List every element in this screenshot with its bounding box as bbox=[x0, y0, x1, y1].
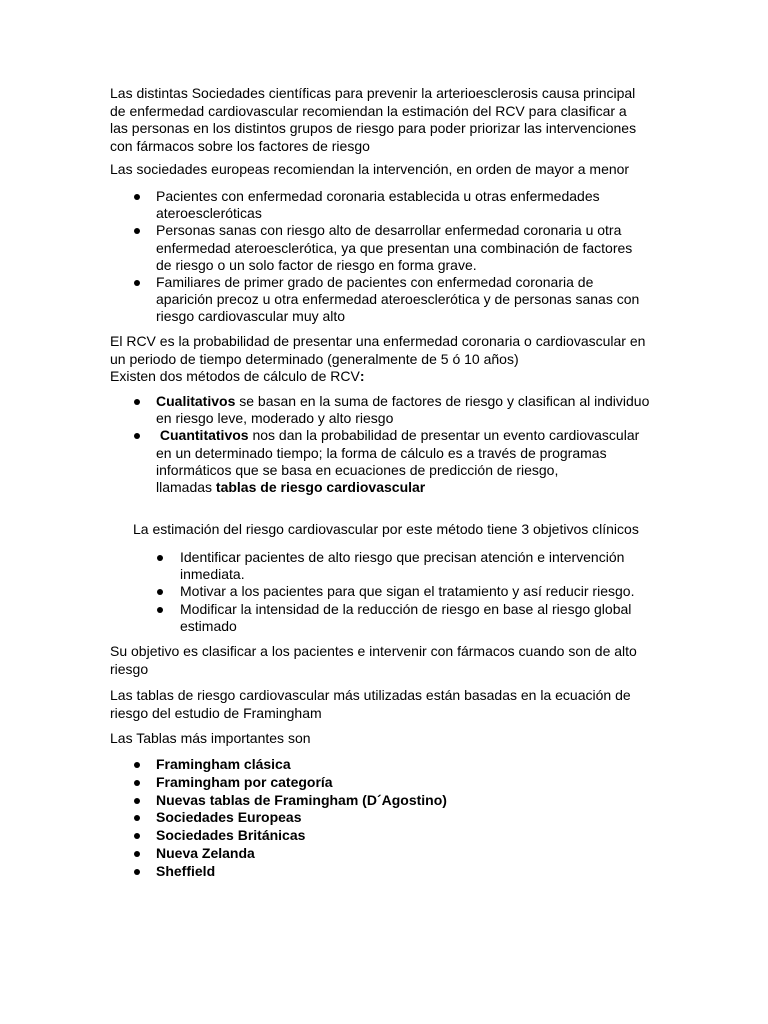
bullet-icon bbox=[134, 433, 140, 439]
list-item: Identificar pacientes de alto riesgo que precisan atención e intervención inmediata. bbox=[180, 549, 634, 583]
tables-lead bbox=[110, 730, 670, 748]
bullet-icon bbox=[134, 228, 140, 234]
list-item: Familiares de primer grado de pacientes con enfermedad coronaria de aparición precoz u otra enfermedad ateroesclerótica y de personas sanas con riesgo cardiovascular muy alto bbox=[156, 274, 639, 326]
text-line: un periodo de tiempo determinado (generalmente de 5 ó 10 años) bbox=[110, 350, 519, 367]
bullet-icon bbox=[134, 780, 140, 786]
bullet-icon bbox=[134, 851, 140, 857]
text-line: con fármacos sobre los factores de riesgo bbox=[110, 137, 370, 154]
european-recommendations-list bbox=[156, 188, 639, 326]
bullet-icon bbox=[134, 280, 140, 286]
intro-paragraph bbox=[110, 85, 670, 155]
bullet-icon bbox=[134, 815, 140, 821]
bullet-icon bbox=[157, 589, 163, 595]
text-line: Su objetivo es clasificar a los pacientes e intervenir con fármacos cuando son de alto bbox=[110, 643, 637, 659]
rcv-definition bbox=[110, 333, 670, 386]
text-line: de enfermedad cardiovascular recomiendan la estimación del RCV para clasificar a bbox=[110, 102, 627, 119]
bullet-icon bbox=[134, 762, 140, 768]
framingham-paragraph bbox=[110, 687, 670, 722]
text-line: Existen dos métodos de cálculo de RCV: bbox=[110, 368, 365, 384]
list-item: Sociedades Europeas bbox=[156, 809, 447, 827]
bullet-icon bbox=[134, 399, 140, 405]
rcv-methods-list bbox=[156, 393, 649, 496]
text-line: riesgo bbox=[110, 660, 149, 677]
list-item: Cualitativos se basan en la suma de factores de riesgo y clasifican al individuo en riesgo leve, moderado y alto riesgo bbox=[156, 393, 649, 427]
list-item: Nuevas tablas de Framingham (D´Agostino) bbox=[156, 792, 447, 810]
list-item: Personas sanas con riesgo alto de desarrollar enfermedad coronaria u otra enfermedad ateroesclerótica, ya que presentan una combinación de factores de riesgo o un solo factor de riesgo en forma grave. bbox=[156, 222, 639, 274]
list-item: Cuantitativos nos dan la probabilidad de presentar un evento cardiovascular en un determinado tiempo; la forma de cálculo es a través de programas informáticos que se basa en ecuaciones de predicción de riesgo, llamadas tablas de riesgo cardiovascular bbox=[156, 427, 649, 496]
text-line: La estimación del riesgo cardiovascular por este método tiene 3 objetivos clínicos bbox=[133, 521, 639, 537]
risk-tables-list bbox=[156, 756, 447, 881]
list-item: Framingham clásica bbox=[156, 756, 447, 774]
text-line: Las sociedades europeas recomiendan la intervención, en orden de mayor a menor bbox=[110, 161, 630, 177]
text-line: Las Tablas más importantes son bbox=[110, 730, 311, 746]
bullet-icon bbox=[134, 869, 140, 875]
bullet-icon bbox=[157, 607, 163, 613]
list-item: Modificar la intensidad de la reducción de riesgo en base al riesgo global estimado bbox=[180, 601, 634, 635]
text-line: Las tablas de riesgo cardiovascular más utilizadas están basadas en la ecuación de bbox=[110, 687, 631, 703]
text-line: El RCV es la probabilidad de presentar una enfermedad coronaria o cardiovascular en bbox=[110, 333, 646, 349]
list-item: Framingham por categoría bbox=[156, 774, 447, 792]
text-line: riesgo del estudio de Framingham bbox=[110, 704, 322, 721]
list-item: Sociedades Británicas bbox=[156, 827, 447, 845]
bullet-icon bbox=[134, 833, 140, 839]
bullet-icon bbox=[134, 798, 140, 804]
text-line: las personas en los distintos grupos de riesgo para poder priorizar las intervenciones bbox=[110, 120, 637, 136]
objectives-list bbox=[180, 549, 634, 635]
list-item: Nueva Zelanda bbox=[156, 845, 447, 863]
list-item: Motivar a los pacientes para que sigan el tratamiento y así reducir riesgo. bbox=[180, 583, 634, 600]
bullet-icon bbox=[157, 555, 163, 561]
text-line: Las distintas Sociedades científicas para prevenir la arterioesclerosis causa principal bbox=[110, 85, 636, 101]
goal-paragraph bbox=[110, 643, 670, 678]
list-item: Sheffield bbox=[156, 863, 447, 881]
list-item: Pacientes con enfermedad coronaria establecida u otras enfermedades ateroescleróticas bbox=[156, 188, 639, 222]
european-lead bbox=[110, 161, 670, 179]
objectives-lead bbox=[133, 521, 693, 539]
bullet-icon bbox=[134, 194, 140, 200]
